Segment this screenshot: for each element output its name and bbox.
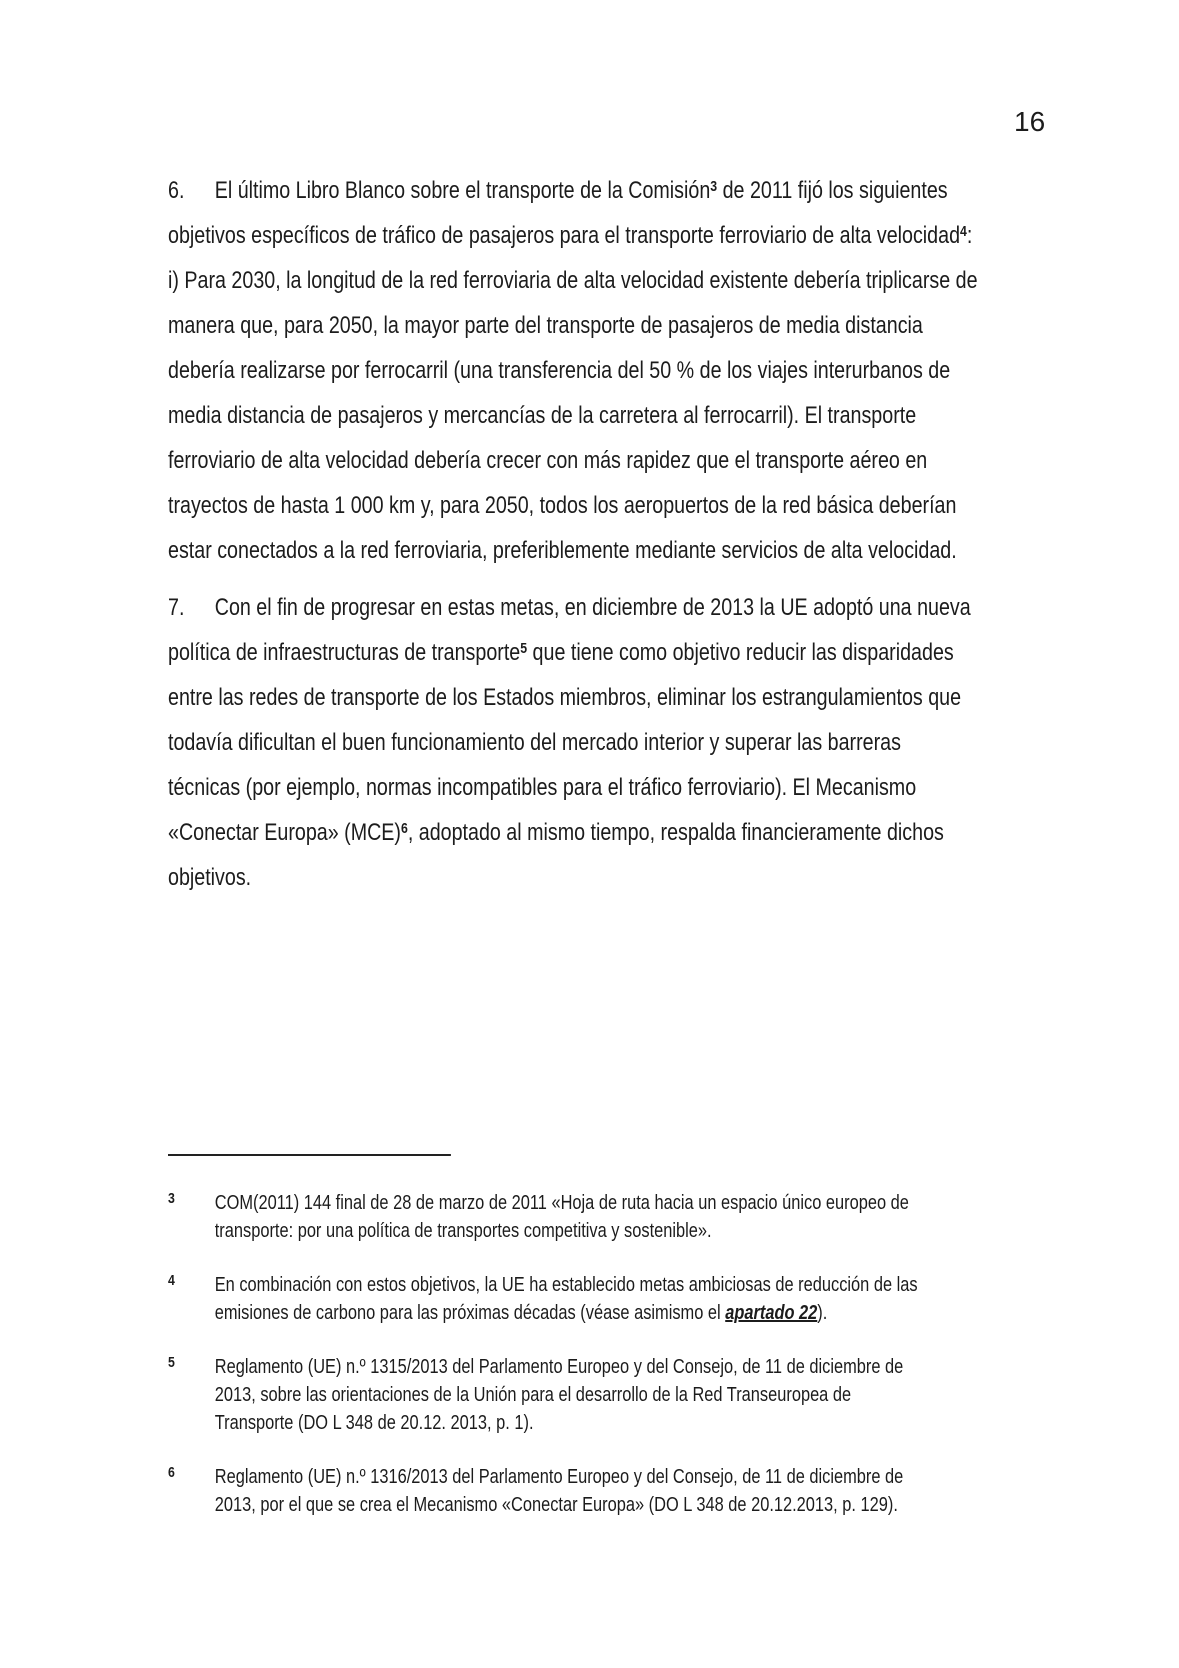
text-line [168, 675, 1144, 720]
text-segment: En combinación con estos objetivos, la UE ha establecido metas ambiciosas de reducción de las [214, 1274, 918, 1296]
text-segment: emisiones de carbono para las próximas décadas (véase asimismo el [214, 1302, 726, 1324]
footnote-separator [168, 1154, 451, 1156]
footnote-text [215, 1463, 904, 1519]
text-segment: entre las redes de transporte de los Estados miembros, eliminar los estrangulamientos que [168, 684, 962, 711]
footnote-number: 4 [168, 1272, 175, 1289]
footnote-6 [168, 1463, 1144, 1519]
text-line [168, 810, 1144, 855]
text-segment: Reglamento (UE) n.º 1316/2013 del Parlamento Europeo y del Consejo, de 11 de diciembre de [214, 1466, 904, 1488]
footnote-line [215, 1381, 904, 1409]
footnote-reference-5: 5 [520, 640, 528, 657]
page-number: 16 [1014, 106, 1046, 137]
text-line [168, 348, 1144, 393]
footnote-3 [168, 1189, 1144, 1245]
text-segment: objetivos. [168, 864, 252, 891]
text-segment: Con el fin de progresar en estas metas, en diciembre de 2013 la UE adoptó una nueva [214, 594, 971, 621]
text-segment: 2013, sobre las orientaciones de la Unión para el desarrollo de la Red Transeuropea de [214, 1384, 852, 1406]
text-segment: : [966, 222, 973, 249]
footnote-number: 5 [168, 1354, 175, 1371]
paragraph-number: 7. [168, 594, 185, 621]
text-line [168, 528, 1144, 573]
text-segment: media distancia de pasajeros y mercancías de la carretera al ferrocarril). El transporte [168, 402, 917, 429]
text-line [168, 483, 1144, 528]
text-line [168, 393, 1144, 438]
text-line [168, 585, 1144, 630]
text-segment: manera que, para 2050, la mayor parte del transporte de pasajeros de media distancia [168, 312, 923, 339]
footnote-line [215, 1353, 904, 1381]
paragraph-6 [168, 168, 1144, 573]
text-line [168, 765, 1144, 810]
text-line [168, 168, 1144, 213]
footnote-text [215, 1353, 904, 1437]
footnotes-section [168, 1154, 1144, 1545]
footnote-5 [168, 1353, 1144, 1437]
text-segment: técnicas (por ejemplo, normas incompatibles para el tráfico ferroviario). El Mecanismo [168, 774, 917, 801]
text-segment: ferroviario de alta velocidad debería crecer con más rapidez que el transporte aéreo en [168, 447, 928, 474]
text-segment: trayectos de hasta 1 000 km y, para 2050, todos los aeropuertos de la red básica deberían [168, 492, 957, 519]
footnotes-list [168, 1189, 1144, 1519]
text-line [168, 855, 1144, 900]
footnote-text [215, 1271, 918, 1327]
text-segment: objetivos específicos de tráfico de pasajeros para el transporte ferroviario de alta velocidad [168, 222, 961, 249]
text-segment: Reglamento (UE) n.º 1315/2013 del Parlamento Europeo y del Consejo, de 11 de diciembre de [214, 1356, 904, 1378]
footnote-reference-6: 6 [400, 820, 408, 837]
footnote-4 [168, 1271, 1144, 1327]
paragraph-number: 6. [168, 177, 185, 204]
text-segment: «Conectar Europa» (MCE) [168, 819, 401, 846]
footnote-line [215, 1409, 904, 1437]
footnote-text [215, 1189, 909, 1245]
footnote-line [215, 1491, 904, 1519]
footnote-line [215, 1271, 918, 1299]
text-segment: debería realizarse por ferrocarril (una transferencia del 50 % de los viajes interurbanos de [168, 357, 951, 384]
body-text [168, 168, 1144, 900]
text-segment: 2013, por el que se crea el Mecanismo «Conectar Europa» (DO L 348 de 20.12.2013, p. 129). [214, 1494, 898, 1516]
text-segment: Transporte (DO L 348 de 20.12. 2013, p. 1). [214, 1412, 534, 1434]
footnote-number: 6 [168, 1464, 175, 1481]
text-segment: que tiene como objetivo reducir las disparidades [527, 639, 954, 666]
text-segment: transporte: por una política de transportes competitiva y sostenible». [214, 1220, 712, 1242]
cross-reference-link[interactable]: apartado 22 [725, 1302, 818, 1324]
footnote-number: 3 [168, 1190, 175, 1207]
text-line [168, 630, 1144, 675]
text-segment: i) Para 2030, la longitud de la red ferroviaria de alta velocidad existente debería triplicarse de [168, 267, 978, 294]
text-segment: , adoptado al mismo tiempo, respalda financieramente dichos [407, 819, 944, 846]
text-line [168, 720, 1144, 765]
text-segment: de 2011 fijó los siguientes [717, 177, 948, 204]
text-segment: estar conectados a la red ferroviaria, preferiblemente mediante servicios de alta velocidad. [168, 537, 957, 564]
footnote-line [215, 1299, 918, 1327]
text-line [168, 438, 1144, 483]
text-segment: ). [817, 1302, 828, 1324]
text-segment: COM(2011) 144 final de 28 de marzo de 2011 «Hoja de ruta hacia un espacio único europeo de [214, 1192, 909, 1214]
footnote-line [215, 1189, 909, 1217]
footnote-reference-4: 4 [960, 223, 967, 240]
text-line [168, 213, 1144, 258]
paragraph-7 [168, 585, 1144, 900]
footnote-reference-3: 3 [710, 178, 718, 195]
text-segment: todavía dificultan el buen funcionamiento del mercado interior y superar las barreras [168, 729, 901, 756]
text-segment: El último Libro Blanco sobre el transporte de la Comisión [214, 177, 711, 204]
footnote-line [215, 1217, 909, 1245]
text-line [168, 303, 1144, 348]
text-line [168, 258, 1144, 303]
footnote-line [215, 1463, 904, 1491]
text-segment: política de infraestructuras de transporte [168, 639, 521, 666]
